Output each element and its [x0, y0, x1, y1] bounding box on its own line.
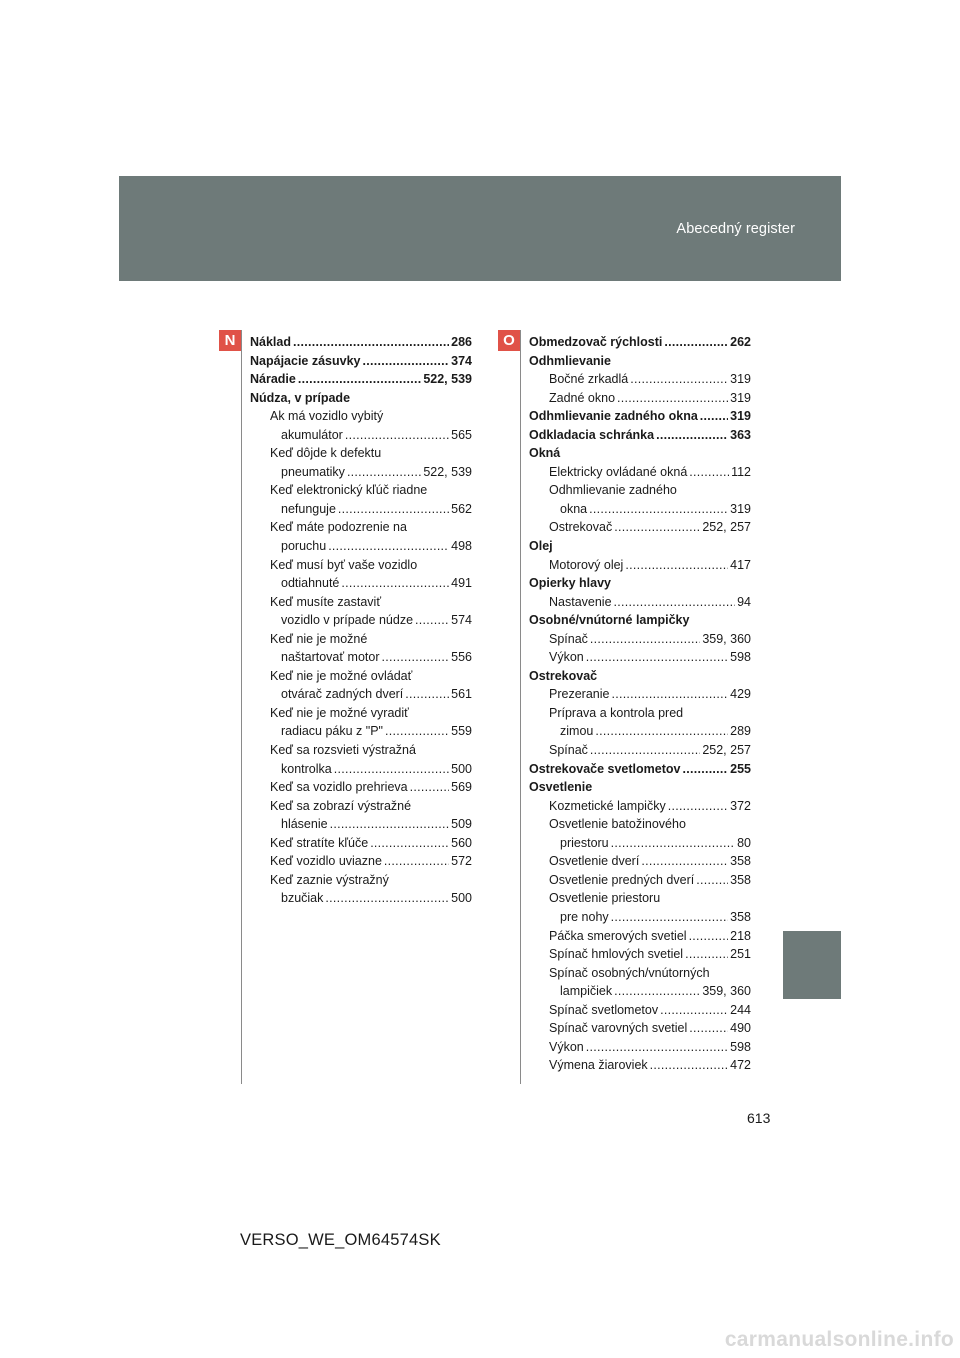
entry-label: Ostrekovač: [549, 520, 613, 535]
index-entry: [529, 648, 751, 667]
entry-label: Výkon: [549, 1039, 584, 1054]
entry-page: 556: [451, 650, 472, 665]
entry-page: 319: [730, 501, 751, 516]
index-letter-o: O: [498, 330, 520, 351]
index-entry: [250, 426, 472, 445]
index-entry: [250, 778, 472, 797]
entry-label: priestoru: [560, 835, 609, 850]
dot-leader: [586, 648, 728, 667]
index-entry: [529, 463, 751, 482]
entry-page: 363: [730, 427, 751, 442]
index-heading: Keď nie je možné vyradiť: [270, 705, 409, 720]
entry-page: 374: [451, 353, 472, 368]
dot-leader: [381, 648, 449, 667]
entry-label: pre nohy: [560, 909, 609, 924]
index-entry: [529, 370, 751, 389]
entry-label: Kozmetické lampičky: [549, 798, 666, 813]
entry-label: nefunguje: [281, 501, 336, 516]
index-heading: Opierky hlavy: [529, 576, 611, 591]
index-entry: [529, 945, 751, 964]
index-letter-n: N: [219, 330, 241, 351]
entry-page: 358: [730, 854, 751, 869]
entry-label: Prezeranie: [549, 687, 610, 702]
index-heading: Odhmlievanie: [529, 353, 611, 368]
entry-page: 498: [451, 539, 472, 554]
entry-page: 80: [737, 835, 751, 850]
entry-label: okna: [560, 501, 588, 516]
entry-label: Výmena žiaroviek: [549, 1058, 648, 1073]
entry-page: 509: [451, 817, 472, 832]
dot-leader: [689, 463, 729, 482]
entry-label: poruchu: [281, 539, 327, 554]
entry-page: 358: [730, 872, 751, 887]
index-heading: Keď musí byť vaše vozidlo: [270, 557, 418, 572]
entry-label: Motorový olej: [549, 557, 624, 572]
entry-page: 490: [730, 1021, 751, 1036]
index-entry: [529, 556, 751, 575]
entry-page: 359, 360: [702, 984, 751, 999]
dot-leader: [370, 834, 449, 853]
entry-page: 218: [730, 928, 751, 943]
index-entry: [250, 370, 472, 389]
entry-page: 562: [451, 501, 472, 516]
index-heading: Osobné/vnútorné lampičky: [529, 613, 690, 628]
index-entry: [529, 389, 751, 408]
index-entry: [529, 1056, 751, 1075]
dot-leader: [590, 741, 700, 760]
entry-label: Spínač: [549, 743, 588, 758]
dot-leader: [617, 389, 728, 408]
index-entry: [250, 834, 472, 853]
entry-page: 572: [451, 854, 472, 869]
index-entry: [250, 722, 472, 741]
index-entry: [529, 500, 751, 519]
entry-page: 500: [451, 891, 472, 906]
index-heading: Keď nie je možné: [270, 631, 368, 646]
index-heading: Olej: [529, 539, 553, 554]
index-heading: Keď musíte zastaviť: [270, 594, 382, 609]
entry-page: 372: [730, 798, 751, 813]
index-entry: [529, 407, 751, 426]
index-entry: [529, 741, 751, 760]
dot-leader: [345, 426, 449, 445]
entry-page: 500: [451, 761, 472, 776]
entry-label: Nastavenie: [549, 594, 612, 609]
entry-page: 255: [730, 761, 751, 776]
index-entry: [250, 685, 472, 704]
index-entry: [529, 593, 751, 612]
entry-page: 522, 539: [423, 464, 472, 479]
entry-label: Spínač svetlometov: [549, 1002, 659, 1017]
entry-page: 561: [451, 687, 472, 702]
index-heading: Keď nie je možné ovládať: [270, 668, 413, 683]
entry-page: 565: [451, 427, 472, 442]
index-heading: Keď zaznie výstražný: [270, 872, 389, 887]
dot-leader: [611, 908, 728, 927]
index-entry: [250, 852, 472, 871]
index-entry: [529, 834, 751, 853]
dot-leader: [328, 537, 449, 556]
index-entry: [529, 1001, 751, 1020]
entry-label: radiacu páku z "P": [281, 724, 383, 739]
entry-label: Keď sa vozidlo prehrieva: [270, 780, 408, 795]
entry-page: 244: [730, 1002, 751, 1017]
entry-page: 560: [451, 835, 472, 850]
entry-label: Výkon: [549, 650, 584, 665]
dot-leader: [664, 333, 728, 352]
entry-page: 252, 257: [702, 520, 751, 535]
dot-leader: [347, 463, 421, 482]
dot-leader: [334, 760, 449, 779]
entry-label: hlásenie: [281, 817, 328, 832]
index-heading: Keď elektronický kľúč riadne: [270, 483, 428, 498]
column-divider-o: [520, 330, 521, 1084]
entry-label: Elektricky ovládané okná: [549, 464, 688, 479]
entry-page: 598: [730, 650, 751, 665]
entry-label: bzučiak: [281, 891, 324, 906]
dot-leader: [415, 611, 449, 630]
index-entry: [250, 352, 472, 371]
dot-leader: [700, 407, 728, 426]
document-code: VERSO_WE_OM64574SK: [240, 1231, 441, 1249]
index-heading: Núdza, v prípade: [250, 390, 351, 405]
index-entry: [250, 537, 472, 556]
entry-label: Napájacie zásuvky: [250, 353, 361, 368]
entry-page: 559: [451, 724, 472, 739]
index-entry: [250, 574, 472, 593]
entry-page: 262: [730, 335, 751, 349]
entry-page: 289: [730, 724, 751, 739]
entry-page: 286: [451, 335, 472, 349]
entry-page: 429: [730, 687, 751, 702]
dot-leader: [325, 889, 449, 908]
entry-label: Zadné okno: [549, 390, 616, 405]
dot-leader: [660, 1001, 728, 1020]
entry-label: Odkladacia schránka: [529, 427, 655, 442]
entry-page: 112: [731, 464, 751, 479]
dot-leader: [614, 982, 700, 1001]
index-entry: [529, 1038, 751, 1057]
entry-page: 598: [730, 1039, 751, 1054]
entry-label: Náklad: [250, 335, 291, 349]
dot-leader: [668, 797, 728, 816]
index-heading: Spínač osobných/vnútorných: [549, 965, 710, 980]
index-entry: [529, 852, 751, 871]
index-entry: [250, 648, 472, 667]
watermark: carmanualsonline.info: [724, 1328, 954, 1351]
index-heading: Osvetlenie: [529, 780, 593, 795]
entry-label: Keď vozidlo uviazne: [270, 854, 382, 869]
entry-label: odtiahnuté: [281, 576, 340, 591]
index-entry: [529, 797, 751, 816]
index-entry: [250, 333, 472, 352]
dot-leader: [384, 852, 449, 871]
index-heading: Osvetlenie priestoru: [549, 891, 661, 906]
index-entry: [529, 982, 751, 1001]
entry-page: 569: [451, 780, 472, 795]
index-heading: Osvetlenie batožinového: [549, 817, 686, 832]
dot-leader: [656, 426, 728, 445]
index-column-n: [250, 333, 472, 908]
entry-label: Bočné zrkadlá: [549, 372, 629, 387]
index-heading: Ostrekovač: [529, 668, 598, 683]
index-heading: Odhmlievanie zadného: [549, 483, 677, 498]
entry-label: kontrolka: [281, 761, 332, 776]
entry-page: 358: [730, 909, 751, 924]
dot-leader: [641, 852, 728, 871]
dot-leader: [614, 518, 700, 537]
dot-leader: [385, 722, 449, 741]
dot-leader: [590, 630, 700, 649]
index-heading: Keď sa zobrazí výstražné: [270, 798, 412, 813]
index-entry: [529, 685, 751, 704]
index-entry: [529, 630, 751, 649]
entry-label: Spínač varovných svetiel: [549, 1021, 688, 1036]
column-divider-n: [241, 330, 242, 1084]
entry-page: 252, 257: [702, 743, 751, 758]
entry-page: 319: [730, 390, 751, 405]
dot-leader: [363, 352, 450, 371]
entry-page: 417: [730, 557, 751, 572]
entry-label: Spínač: [549, 631, 588, 646]
dot-leader: [685, 945, 728, 964]
entry-label: Ostrekovače svetlometov: [529, 761, 681, 776]
entry-page: 94: [737, 594, 751, 609]
dot-leader: [330, 815, 450, 834]
dot-leader: [589, 500, 728, 519]
index-heading: Keď máte podozrenie na: [270, 520, 407, 535]
index-entry: [529, 871, 751, 890]
entry-label: akumulátor: [281, 427, 343, 442]
index-entry: [529, 722, 751, 741]
entry-label: vozidlo v prípade núdze: [281, 613, 414, 628]
entry-label: Obmedzovač rýchlosti: [529, 335, 663, 349]
entry-page: 251: [730, 947, 751, 962]
index-heading: Okná: [529, 446, 561, 461]
dot-leader: [682, 760, 728, 779]
index-entry: [529, 426, 751, 445]
index-entry: [529, 908, 751, 927]
dot-leader: [650, 1056, 728, 1075]
index-heading: Ak má vozidlo vybitý: [270, 409, 384, 424]
index-entry: [529, 333, 751, 352]
entry-page: 574: [451, 613, 472, 628]
index-entry: [250, 889, 472, 908]
entry-page: 472: [730, 1058, 751, 1073]
index-entry: [529, 760, 751, 779]
index-entry: [250, 760, 472, 779]
index-column-o: [529, 333, 751, 1075]
index-entry: [529, 927, 751, 946]
entry-label: lampičiek: [560, 984, 613, 999]
entry-label: Odhmlievanie zadného okna: [529, 409, 698, 424]
dot-leader: [630, 370, 728, 389]
entry-label: Keď stratíte kľúče: [270, 835, 369, 850]
entry-page: 522, 539: [423, 372, 472, 387]
dot-leader: [611, 685, 728, 704]
entry-label: Osvetlenie predných dverí: [549, 872, 695, 887]
entry-page: 359, 360: [702, 631, 751, 646]
dot-leader: [696, 871, 728, 890]
index-entry: [529, 518, 751, 537]
entry-label: zimou: [560, 724, 594, 739]
index-entry: [250, 815, 472, 834]
entry-label: Spínač hmlových svetiel: [549, 947, 684, 962]
index-entry: [250, 500, 472, 519]
index-heading: Príprava a kontrola pred: [549, 705, 684, 720]
dot-leader: [341, 574, 449, 593]
page-number: 613: [747, 1110, 771, 1126]
dot-leader: [625, 556, 728, 575]
dot-leader: [689, 1019, 728, 1038]
dot-leader: [338, 500, 449, 519]
index-entry: [250, 611, 472, 630]
entry-label: Páčka smerových svetiel: [549, 928, 687, 943]
dot-leader: [410, 778, 450, 797]
entry-label: pneumatiky: [281, 464, 345, 479]
entry-label: Osvetlenie dverí: [549, 854, 640, 869]
entry-page: 491: [451, 576, 472, 591]
dot-leader: [689, 927, 729, 946]
entry-label: otvárač zadných dverí: [281, 687, 404, 702]
chapter-side-tab: [783, 931, 841, 999]
entry-page: 319: [730, 372, 751, 387]
index-heading: Keď dôjde k defektu: [270, 446, 382, 461]
dot-leader: [614, 593, 736, 612]
entry-label: Náradie: [250, 372, 296, 387]
entry-page: 319: [730, 409, 751, 424]
section-title: Abecedný register: [676, 221, 795, 237]
dot-leader: [586, 1038, 728, 1057]
index-entry: [529, 1019, 751, 1038]
dot-leader: [298, 370, 421, 389]
index-entry: [250, 463, 472, 482]
dot-leader: [405, 685, 449, 704]
dot-leader: [293, 333, 449, 352]
header-bar: [119, 176, 841, 281]
dot-leader: [611, 834, 735, 853]
entry-label: naštartovať motor: [281, 650, 380, 665]
index-heading: Keď sa rozsvieti výstražná: [270, 743, 416, 758]
dot-leader: [595, 722, 728, 741]
